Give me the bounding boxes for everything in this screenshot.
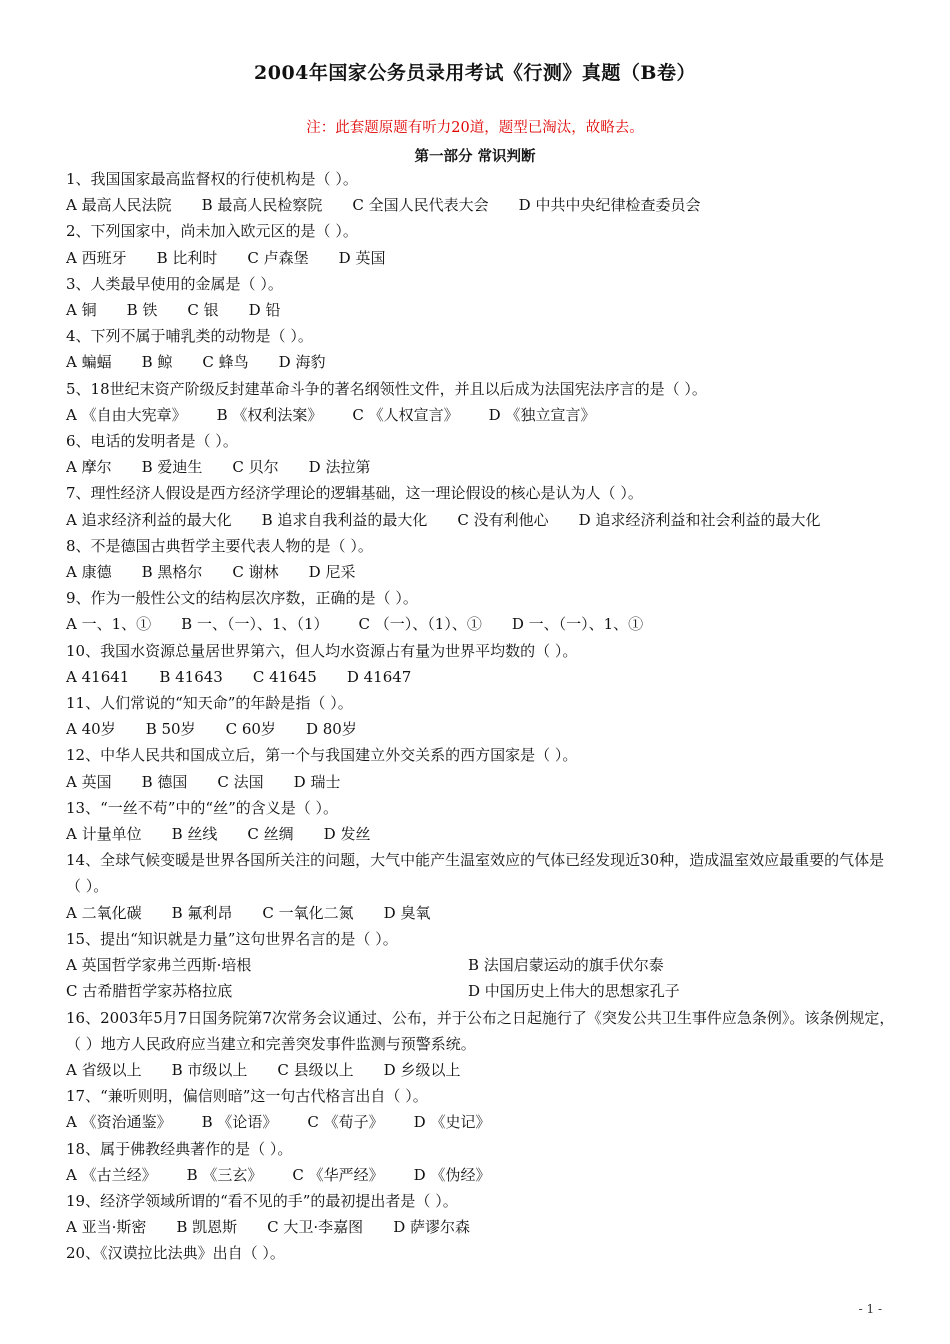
- option-b: B 追求自我利益的最大化: [261, 510, 428, 529]
- option-a: A 计量单位: [66, 825, 142, 844]
- option-b: B 《论语》: [201, 1113, 278, 1132]
- option-b: B 50岁: [145, 720, 196, 739]
- option-a: A 《自由大宪章》: [66, 405, 187, 424]
- option-d: D 海豹: [278, 353, 326, 372]
- question-list: [66, 166, 896, 1267]
- option-b: B 《三玄》: [186, 1165, 263, 1184]
- option-d: D 臭氧: [383, 903, 431, 922]
- question-options: [66, 402, 896, 428]
- option-c: C 卢森堡: [247, 248, 309, 267]
- option-c: C 全国人民代表大会: [352, 196, 489, 215]
- option-d: D 一、（一）、1、①: [511, 615, 644, 634]
- option-a: A 41641: [66, 667, 130, 686]
- option-b: B 氟利昂: [171, 903, 233, 922]
- question-options: [66, 900, 896, 926]
- option-a: A 西班牙: [66, 248, 127, 267]
- option-c: C 《人权宣言》: [352, 405, 459, 424]
- question-options: [66, 297, 896, 323]
- option-d: D 尼采: [308, 563, 356, 582]
- option-d: D 《独立宣言》: [488, 405, 596, 424]
- option-d: D 41647: [346, 667, 412, 686]
- option-d: D 80岁: [305, 720, 357, 739]
- option-b: B 《权利法案》: [216, 405, 323, 424]
- question-options: [66, 716, 896, 742]
- option-b: B 凯恩斯: [176, 1218, 238, 1237]
- option-c: C 41645: [252, 667, 317, 686]
- option-b: B 市级以上: [171, 1060, 248, 1079]
- option-b: B 比利时: [156, 248, 218, 267]
- option-d: D 《伪经》: [413, 1165, 491, 1184]
- question-options: [66, 349, 896, 375]
- question-options: [66, 769, 896, 795]
- option-d: D 中共中央纪律检查委员会: [518, 196, 701, 215]
- option-a: A 一、1、①: [66, 615, 152, 634]
- option-a: A 最高人民法院: [66, 196, 172, 215]
- option-c: C 古希腊哲学家苏格拉底: [66, 982, 233, 1001]
- option-b: B 德国: [141, 772, 188, 791]
- option-d: D 中国历史上伟大的思想家孔子: [468, 982, 680, 1001]
- option-b: B 铁: [126, 301, 158, 320]
- question-text: 14、全球气候变暖是世界各国所关注的问题，大气中能产生温室效应的气体已经发现近30种，造成温室效应最重要的气体是（ ）。: [66, 851, 885, 896]
- option-c: C 60岁: [225, 720, 276, 739]
- option-b: B 法国启蒙运动的旗手伏尔泰: [468, 956, 664, 975]
- question-text: 2、下列国家中，尚未加入欧元区的是（ ）。: [66, 222, 358, 241]
- question-text: 9、作为一般性公文的结构层次序数，正确的是（ ）。: [66, 589, 418, 608]
- question-text: 15、提出“知识就是力量”这句世界名言的是（ ）。: [66, 929, 398, 948]
- question-text: 1、我国国家最高监督权的行使机构是（ ）。: [66, 170, 358, 188]
- question-text: 18、属于佛教经典著作的是（ ）。: [66, 1139, 293, 1158]
- option-a: A 《古兰经》: [66, 1165, 157, 1184]
- option-d: D 《史记》: [413, 1113, 491, 1132]
- section-heading: 第一部分 常识判断: [414, 148, 536, 165]
- question-options: [66, 1162, 896, 1188]
- option-b: B 丝线: [171, 825, 218, 844]
- option-d: D 法拉第: [308, 458, 371, 477]
- option-d: D 乡级以上: [383, 1060, 461, 1079]
- option-b: B 鲸: [141, 353, 173, 372]
- option-d: D 追求经济利益和社会利益的最大化: [578, 510, 821, 529]
- option-c: C 丝绸: [247, 825, 294, 844]
- question-text: 13、“一丝不苟”中的“丝”的含义是（ ）。: [66, 798, 339, 817]
- option-a: A 英国: [66, 772, 112, 791]
- question-options: [66, 611, 896, 637]
- question-text: 11、人们常说的“知天命”的年龄是指（ ）。: [66, 694, 353, 713]
- question-text: 4、下列不属于哺乳类的动物是（ ）。: [66, 327, 313, 346]
- option-a: A 二氧化碳: [66, 903, 142, 922]
- option-b: B 爱迪生: [141, 458, 203, 477]
- question-options: [66, 454, 896, 480]
- option-d: D 瑞士: [293, 772, 341, 791]
- option-b: B 黑格尔: [141, 563, 203, 582]
- option-d: D 铅: [248, 301, 281, 320]
- question-text: 6、电话的发明者是（ ）。: [66, 432, 238, 451]
- option-b: B 最高人民检察院: [201, 196, 323, 215]
- option-c: C 《华严经》: [292, 1165, 384, 1184]
- question-text: 5、18世纪末资产阶级反封建革命斗争的著名纲领性文件，并且以后成为法国宪法序言的是（ ）。: [66, 379, 707, 398]
- page-number: - 1 -: [858, 1302, 882, 1316]
- question-options: [66, 952, 896, 1004]
- option-c: C 蜂鸟: [202, 353, 249, 372]
- question-options: [66, 1109, 896, 1135]
- option-a: A 40岁: [66, 720, 116, 739]
- page-title: 2004年国家公务员录用考试《行测》真题（B卷）: [254, 62, 696, 84]
- option-b: B 41643: [159, 667, 223, 686]
- question-options: [66, 507, 896, 533]
- option-b: B 一、（一）、1、（1）: [181, 615, 329, 634]
- option-c: C 一氧化二氮: [262, 903, 354, 922]
- question-text: 16、2003年5月7日国务院第7次常务会议通过、公布，并于公布之日起施行了《突发公共卫生事件应急条例》。该条例规定，（ ）地方人民政府应当建立和完善突发事件监测与预警系统。: [66, 1008, 895, 1053]
- option-a: A 英国哲学家弗兰西斯·培根: [66, 956, 252, 975]
- question-text: 3、人类最早使用的金属是（ ）。: [66, 274, 283, 293]
- option-a: A 追求经济利益的最大化: [66, 510, 232, 529]
- option-c: C 没有利他心: [457, 510, 549, 529]
- question-text: 8、不是德国古典哲学主要代表人物的是（ ）。: [66, 536, 373, 555]
- option-d: D 萨谬尔森: [393, 1218, 470, 1237]
- question-options: [66, 1057, 896, 1083]
- question-text: 17、“兼听则明，偏信则暗”这一句古代格言出自（ ）。: [66, 1087, 428, 1106]
- option-d: D 发丝: [323, 825, 371, 844]
- option-c: C 银: [187, 301, 219, 320]
- question-options: [66, 821, 896, 847]
- option-c: C 县级以上: [277, 1060, 354, 1079]
- option-c: C 谢林: [232, 563, 279, 582]
- question-options: [66, 559, 896, 585]
- option-c: C 法国: [217, 772, 264, 791]
- option-a: A 铜: [66, 301, 97, 320]
- option-c: C （一）、（1）、①: [358, 615, 482, 634]
- option-a: A 亚当·斯密: [66, 1218, 147, 1237]
- omission-note: 注：此套题原题有听力20道，题型已淘汰，故略去。: [306, 120, 644, 136]
- question-options: [66, 245, 896, 271]
- question-text: 19、经济学领域所谓的“看不见的手”的最初提出者是（ ）。: [66, 1191, 458, 1210]
- option-a: A 蝙蝠: [66, 353, 112, 372]
- question-text: 7、理性经济人假设是西方经济学理论的逻辑基础，这一理论假设的核心是认为人（ ）。: [66, 484, 643, 503]
- option-c: C 《荀子》: [307, 1113, 384, 1132]
- option-c: C 大卫·李嘉图: [267, 1218, 364, 1237]
- option-d: D 英国: [338, 248, 386, 267]
- option-a: A 康德: [66, 563, 112, 582]
- question-text: 12、中华人民共和国成立后，第一个与我国建立外交关系的西方国家是（ ）。: [66, 746, 578, 765]
- option-c: C 贝尔: [232, 458, 279, 477]
- option-a: A 摩尔: [66, 458, 112, 477]
- question-text: 10、我国水资源总量居世界第六，但人均水资源占有量为世界平均数的（ ）。: [66, 641, 578, 660]
- question-options: [66, 664, 896, 690]
- question-options: [66, 1214, 896, 1240]
- question-options: [66, 192, 896, 218]
- option-a: A 《资治通鉴》: [66, 1113, 172, 1132]
- question-text: 20、《汉谟拉比法典》出自（ ）。: [66, 1244, 285, 1263]
- option-a: A 省级以上: [66, 1060, 142, 1079]
